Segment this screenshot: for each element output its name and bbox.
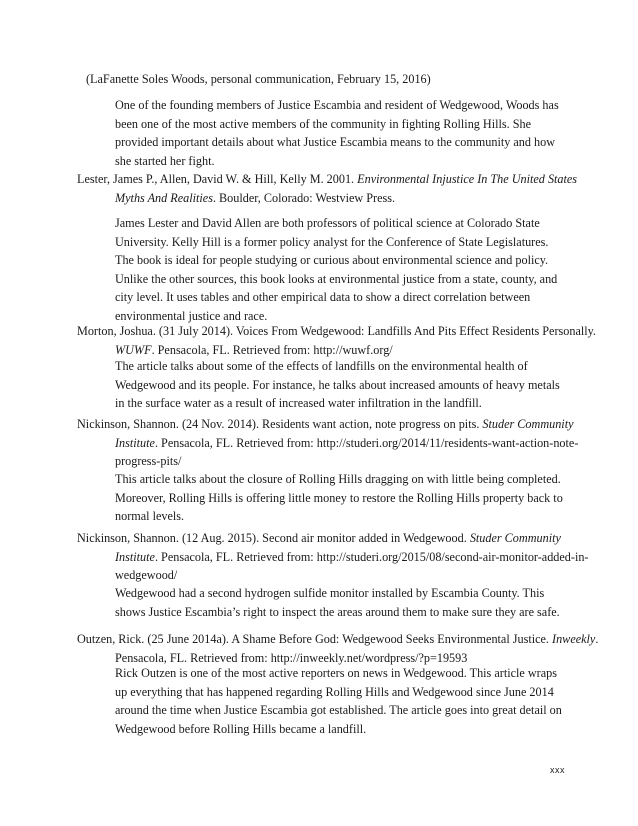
citation-outzen-authors: Outzen, Rick. (25 June 2014a). A Shame Before God: Wedgewood Seeks Environmental Justice. [77,632,553,646]
annotation-morton: The article talks about some of the effects of landfills on the environmental health of Wedgewood and its people. For instance, he talks about increased amounts of heavy metals in the surface water as a result of increased water infiltration in the landfill. [115,359,560,410]
citation-lester-title: Environmental Injustice In The United States Myths And Realities [115,172,578,205]
citation-nickinson-2014 [77,415,605,471]
citation-morton-title: WUWF [115,342,152,357]
citation-nickinson-2015-title: Studer Community Institute [115,531,561,564]
citation-morton-publisher: . Pensacola, FL. Retrieved from: http://wuwf.org/ [151,342,393,357]
citation-lester-publisher: . Boulder, Colorado: Westview Press. [212,190,396,205]
citation-outzen [77,630,605,667]
citation-morton [77,322,605,359]
citation-nickinson-2014-publisher: . Pensacola, FL. Retrieved from: http://studeri.org/2014/11/residents-want-action-note-progress-pits/ [115,435,579,468]
annotation-nickinson-2014: This article talks about the closure of Rolling Hills dragging on with little being completed. Moreover, Rolling Hills is offering little money to restore the Rolling Hills property back to normal levels. [115,472,563,523]
citation-nickinson-2014-authors: Nickinson, Shannon. (24 Nov. 2014). Residents want action, note progress on pits. [77,417,483,431]
citation-lester-authors: Lester, James P., Allen, David W. & Hill, Kelly M. 2001. [77,172,358,186]
annotation-outzen: Rick Outzen is one of the most active reporters on news in Wedgewood. This article wraps up everything that has happened regarding Rolling Hills and Wedgewood since June 2014 around the time when Justice Escambia got established. The article goes into great detail on Wedgewood before Rolling Hills became a landfill. [115,666,562,736]
citation-outzen-publisher: . Pensacola, FL. Retrieved from: http://inweekly.net/wordpress/?p=19593 [115,632,599,665]
annotation-lester: James Lester and David Allen are both professors of political science at Colorado State University. Kelly Hill is a former policy analyst for the Conference of State Legislatures. The book is ideal for people studying or curious about environmental science and policy. Unlike the other sources, this book looks at environmental justice from a state, county, and city level. It uses tables and other empirical data to show a direct correlation between environmental justice and race. [115,216,558,323]
citation-morton-authors: Morton, Joshua. (31 July 2014). Voices From Wedgewood: Landfills And Pits Effect Residents Personally. [77,324,596,338]
citation-woods: (LaFanette Soles Woods, personal communication, February 15, 2016) [86,72,431,86]
citation-nickinson-2015-authors: Nickinson, Shannon. (12 Aug. 2015). Second air monitor added in Wedgewood. [77,531,470,545]
citation-outzen-title: Inweekly [552,632,596,646]
citation-nickinson-2015-publisher: . Pensacola, FL. Retrieved from: http://studeri.org/2015/08/second-air-monitor-added-in-wedgewood/ [115,549,589,582]
page-footer-label: xxx [550,765,565,775]
citation-lester [77,170,605,207]
annotation-nickinson-2015: Wedgewood had a second hydrogen sulfide monitor installed by Escambia County. This shows Justice Escambia’s right to inspect the areas around them to make sure they are safe. [115,586,560,619]
citation-nickinson-2014-title: Studer Community Institute [115,417,574,450]
citation-nickinson-2015 [77,529,605,585]
annotation-woods: One of the founding members of Justice Escambia and resident of Wedgewood, Woods has been one of the most active members of the community in fighting Rolling Hills. She provided important details about what Justice Escambia means to the community and how she started her fight. [115,98,559,168]
